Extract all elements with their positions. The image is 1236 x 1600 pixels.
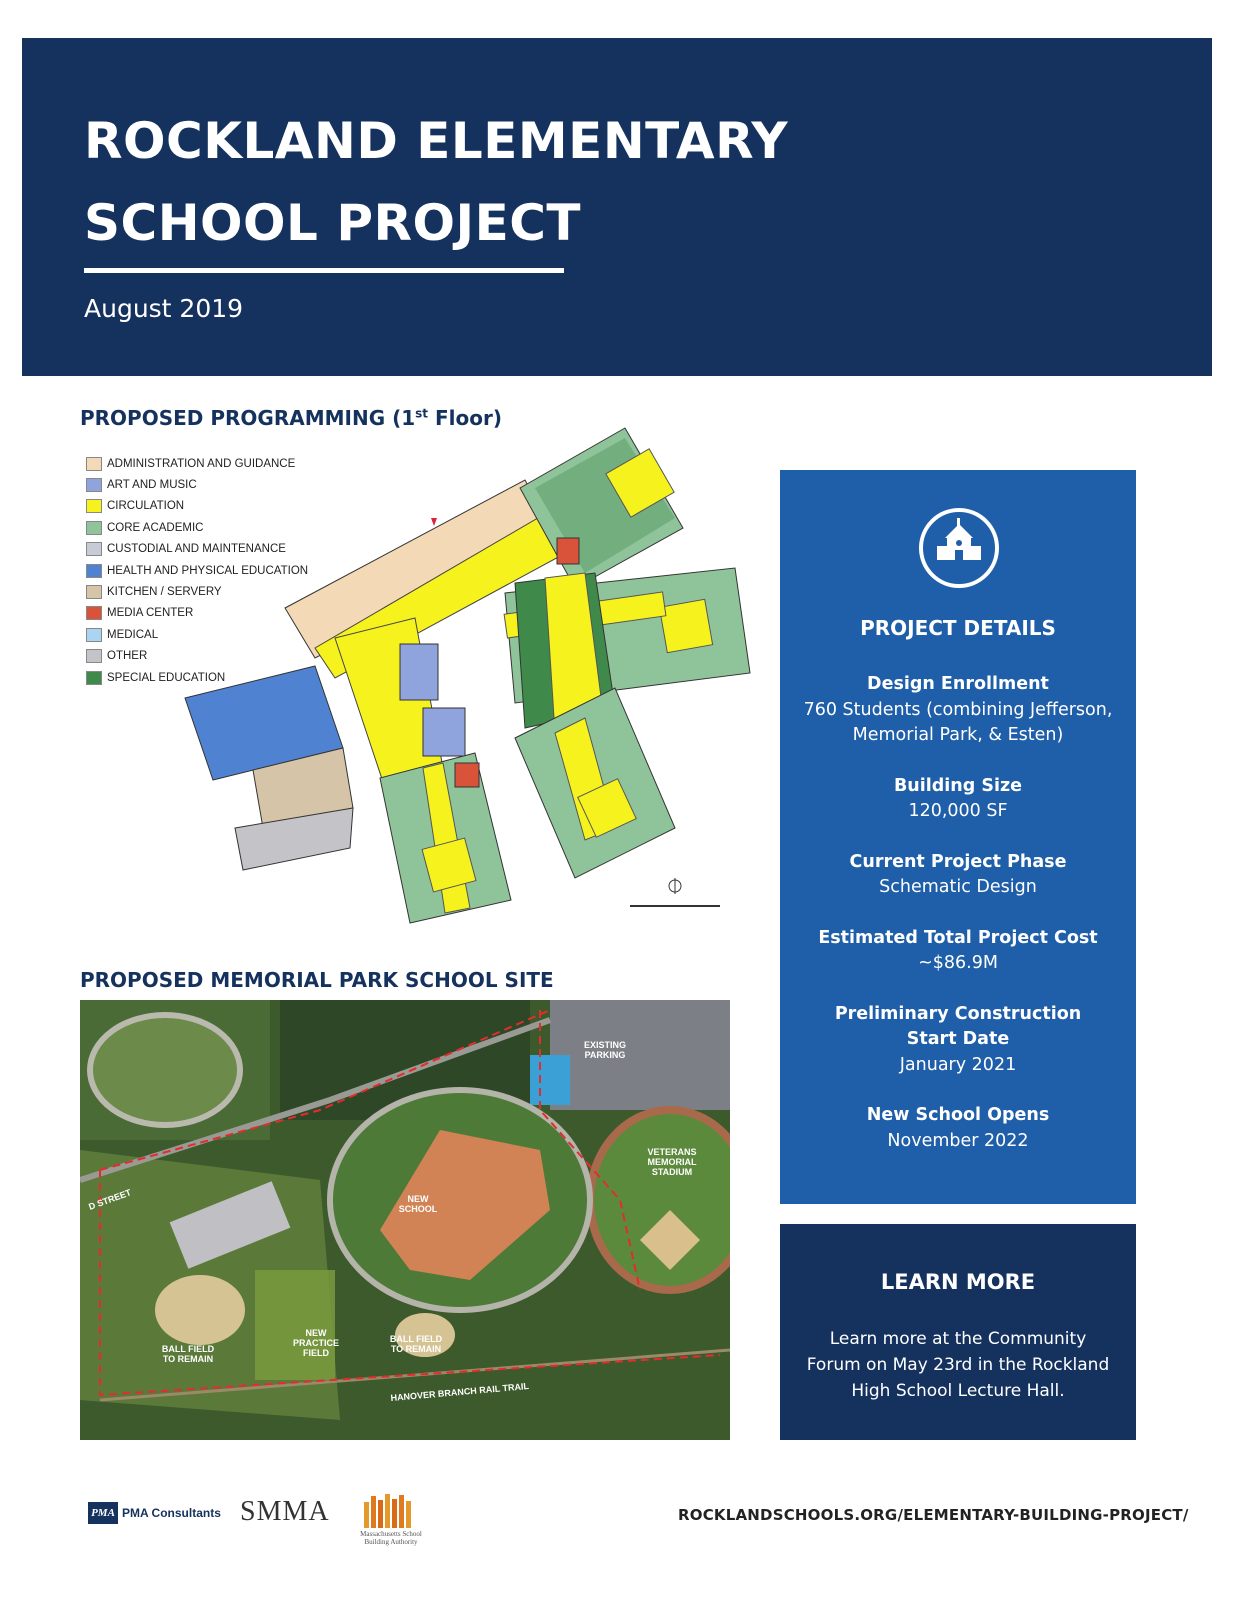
project-details-list bbox=[780, 672, 1136, 1179]
legend-swatch bbox=[86, 585, 102, 599]
legend-item: MEDICAL bbox=[86, 624, 316, 645]
legend-swatch bbox=[86, 628, 102, 642]
page-title bbox=[84, 100, 884, 264]
legend-swatch bbox=[86, 564, 102, 578]
legend-item: CIRCULATION bbox=[86, 496, 316, 517]
legend-item: CORE ACADEMIC bbox=[86, 517, 316, 538]
schoolhouse-icon bbox=[919, 508, 999, 588]
legend-item: MEDIA CENTER bbox=[86, 603, 316, 624]
label-practice-1: NEW bbox=[305, 1328, 327, 1338]
project-url-link[interactable]: ROCKLANDSCHOOLS.ORG/ELEMENTARY-BUILDING-PROJECT/ bbox=[678, 1506, 1189, 1524]
legend-swatch bbox=[86, 606, 102, 620]
legend-swatch bbox=[86, 521, 102, 535]
title-divider bbox=[84, 268, 564, 273]
header-banner bbox=[22, 38, 1212, 376]
legend-swatch bbox=[86, 649, 102, 663]
label-new-school-2: SCHOOL bbox=[398, 1204, 438, 1214]
label-ballfield-left-2: TO REMAIN bbox=[162, 1354, 214, 1364]
legend-item: KITCHEN / SERVERY bbox=[86, 581, 316, 602]
legend-swatch bbox=[86, 499, 102, 513]
smma-logo: SMMA bbox=[240, 1496, 330, 1527]
title-line-1: ROCKLAND ELEMENTARY bbox=[84, 112, 789, 170]
label-ballfield-right-2: TO REMAIN bbox=[390, 1344, 442, 1354]
label-new-school-1: NEW bbox=[407, 1194, 429, 1204]
learn-more-panel bbox=[780, 1224, 1136, 1440]
legend-swatch bbox=[86, 457, 102, 471]
floor-plan-diagram bbox=[175, 408, 755, 926]
label-existing-parking-1: EXISTING bbox=[583, 1040, 627, 1050]
partner-logos bbox=[88, 1490, 448, 1550]
site-title: PROPOSED MEMORIAL PARK SCHOOL SITE bbox=[80, 968, 554, 992]
legend-swatch bbox=[86, 542, 102, 556]
label-practice-2: PRACTICE bbox=[292, 1338, 340, 1348]
detail-design-enrollment: Design Enrollment 760 Students (combining Jefferson, Memorial Park, & Esten) bbox=[803, 674, 1113, 745]
label-rail-trail: HANOVER BRANCH RAIL TRAIL bbox=[390, 1380, 530, 1404]
project-details-panel bbox=[780, 470, 1136, 1204]
pma-logo bbox=[88, 1502, 221, 1524]
msba-logo: Massachusetts School Building Authority bbox=[360, 1490, 420, 1550]
label-ballfield-right-1: BALL FIELD bbox=[389, 1334, 443, 1344]
site-aerial-map bbox=[80, 1000, 730, 1440]
pencils-icon bbox=[360, 1490, 420, 1530]
site-map-graphic bbox=[80, 1000, 730, 1440]
label-stadium-3: STADIUM bbox=[651, 1167, 693, 1177]
detail-project-phase: Current Project Phase Schematic Design bbox=[849, 851, 1067, 897]
publication-date: August 2019 bbox=[84, 294, 244, 323]
detail-building-size: Building Size 120,000 SF bbox=[893, 775, 1023, 821]
detail-construction-start: Preliminary Construction Start Date January 2021 bbox=[834, 1003, 1082, 1075]
detail-school-opens: New School Opens November 2022 bbox=[866, 1105, 1050, 1151]
legend-item: HEALTH AND PHYSICAL EDUCATION bbox=[86, 560, 316, 581]
label-existing-parking-2: PARKING bbox=[584, 1050, 626, 1060]
detail-total-cost: Estimated Total Project Cost ~$86.9M bbox=[818, 927, 1098, 973]
schoolhouse-glyph bbox=[923, 512, 995, 584]
project-details-heading: PROJECT DETAILS bbox=[860, 616, 1056, 640]
legend-item: ART AND MUSIC bbox=[86, 474, 316, 495]
programming-title: PROPOSED PROGRAMMING (1st Floor) bbox=[80, 406, 502, 430]
learn-more-heading: LEARN MORE bbox=[880, 1270, 1036, 1294]
legend-swatch bbox=[86, 671, 102, 685]
legend-item: OTHER bbox=[86, 646, 316, 667]
pma-name: PMA Consultants bbox=[122, 1506, 221, 1520]
label-stadium-1: VETERANS bbox=[647, 1147, 697, 1157]
learn-more-text: Learn more at the Community Forum on May 23rd in the Rockland High School Lecture Hall. bbox=[806, 1329, 1110, 1401]
legend-item: SPECIAL EDUCATION bbox=[86, 667, 316, 688]
legend-item: ADMINISTRATION AND GUIDANCE bbox=[86, 453, 316, 474]
legend-swatch bbox=[86, 478, 102, 492]
title-line-2: SCHOOL PROJECT bbox=[84, 194, 582, 252]
label-practice-3: FIELD bbox=[303, 1348, 329, 1358]
label-street: D STREET bbox=[87, 1187, 133, 1212]
label-stadium-2: MEMORIAL bbox=[647, 1157, 697, 1167]
pma-mark: PMA bbox=[88, 1502, 118, 1524]
legend-item: CUSTODIAL AND MAINTENANCE bbox=[86, 539, 316, 560]
label-ballfield-left-1: BALL FIELD bbox=[161, 1344, 215, 1354]
